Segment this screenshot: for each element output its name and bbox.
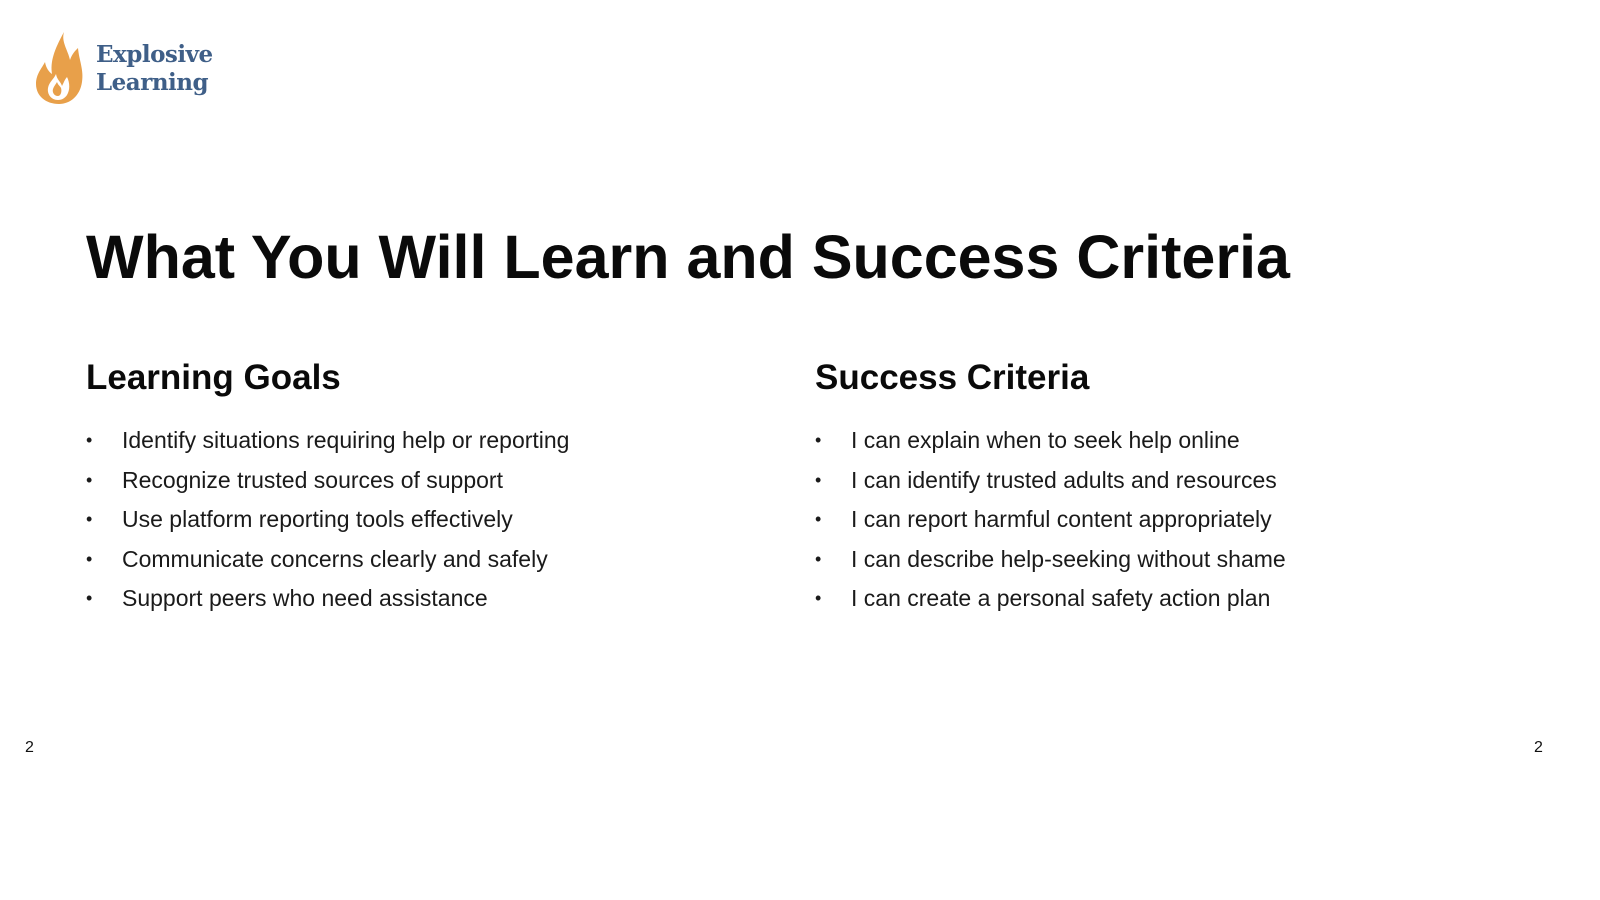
list-item bbox=[86, 428, 726, 452]
list-item bbox=[86, 507, 726, 531]
list-item-text: I can report harmful content appropriately bbox=[851, 506, 1272, 532]
list-item bbox=[815, 428, 1455, 452]
logo-line-1: Explosive bbox=[96, 41, 213, 68]
list-item-text: I can explain when to seek help online bbox=[851, 427, 1240, 453]
list-item bbox=[86, 586, 726, 610]
list-item bbox=[86, 547, 726, 571]
success-criteria-list bbox=[815, 428, 1455, 610]
bullet-icon: • bbox=[86, 548, 93, 569]
page-number-right: 2 bbox=[1534, 739, 1543, 756]
list-item bbox=[815, 507, 1455, 531]
bullet-icon: • bbox=[815, 430, 822, 450]
bullet-icon: • bbox=[815, 588, 822, 608]
list-item bbox=[815, 468, 1455, 492]
list-item-text: I can describe help-seeking without shame bbox=[851, 545, 1286, 572]
logo-wordmark bbox=[96, 41, 213, 97]
bullet-icon: • bbox=[86, 509, 93, 529]
success-criteria-heading: Success Criteria bbox=[815, 358, 1090, 397]
list-item-text: I can identify trusted adults and resources bbox=[851, 466, 1277, 493]
page-title: What You Will Learn and Success Criteria bbox=[86, 223, 1290, 291]
bullet-icon: • bbox=[815, 509, 822, 529]
learning-goals-heading: Learning Goals bbox=[86, 358, 341, 397]
list-item bbox=[815, 547, 1455, 571]
list-item-text: I can create a personal safety action plan bbox=[851, 585, 1271, 611]
list-item-text: Support peers who need assistance bbox=[122, 585, 488, 611]
flame-icon bbox=[34, 30, 84, 106]
list-item-text: Communicate concerns clearly and safely bbox=[122, 545, 548, 572]
success-criteria-section bbox=[815, 357, 1455, 626]
list-item-text: Recognize trusted sources of support bbox=[122, 466, 503, 493]
bullet-icon: • bbox=[815, 548, 822, 569]
learning-goals-section bbox=[86, 357, 726, 626]
list-item bbox=[86, 468, 726, 492]
learning-goals-list bbox=[86, 428, 726, 610]
bullet-icon: • bbox=[815, 469, 822, 490]
bullet-icon: • bbox=[86, 588, 93, 608]
logo bbox=[34, 30, 213, 106]
logo-line-2: Learning bbox=[96, 69, 209, 96]
bullet-icon: • bbox=[86, 430, 93, 450]
list-item-text: Identify situations requiring help or reporting bbox=[122, 427, 570, 453]
list-item-text: Use platform reporting tools effectively bbox=[122, 506, 513, 532]
bullet-icon: • bbox=[86, 469, 93, 490]
page-number-left: 2 bbox=[25, 739, 34, 756]
list-item bbox=[815, 586, 1455, 610]
